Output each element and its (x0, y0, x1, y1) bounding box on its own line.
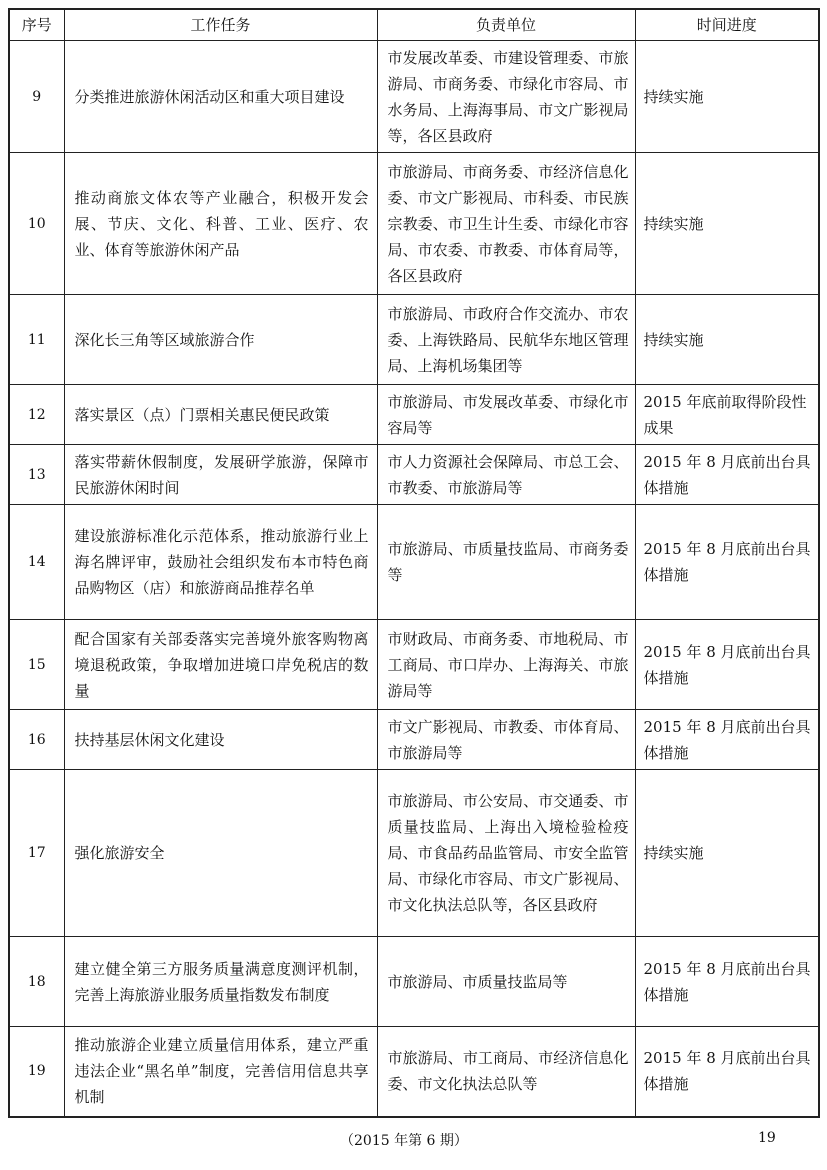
row-time: 2015 年 8 月底前出台具体措施 (635, 505, 819, 620)
row-dept: 市旅游局、市政府合作交流办、市农委、上海铁路局、民航华东地区管理局、上海机场集团等 (377, 295, 635, 385)
page-footer (0, 1130, 827, 1150)
header-time: 时间进度 (635, 9, 819, 41)
row-task: 配合国家有关部委落实完善境外旅客购物离境退税政策，争取增加进境口岸免税店的数量 (64, 620, 377, 710)
row-number: 15 (9, 620, 64, 710)
table-row (9, 620, 819, 710)
row-dept: 市旅游局、市发展改革委、市绿化市容局等 (377, 385, 635, 445)
page-number: 19 (758, 1130, 776, 1146)
row-number: 10 (9, 153, 64, 295)
row-time: 2015 年 8 月底前出台具体措施 (635, 710, 819, 770)
row-task: 建设旅游标准化示范体系，推动旅游行业上海名牌评审，鼓励社会组织发布本市特色商品购物区（店）和旅游商品推荐名单 (64, 505, 377, 620)
table-row (9, 505, 819, 620)
row-time: 2015 年 8 月底前出台具体措施 (635, 445, 819, 505)
task-table (8, 8, 820, 1118)
header-dept: 负责单位 (377, 9, 635, 41)
issue-label: （2015 年第 6 期） (340, 1133, 468, 1149)
row-time: 持续实施 (635, 153, 819, 295)
row-number: 18 (9, 937, 64, 1027)
table-row (9, 770, 819, 937)
table-row (9, 385, 819, 445)
row-dept: 市财政局、市商务委、市地税局、市工商局、市口岸办、上海海关、市旅游局等 (377, 620, 635, 710)
row-task: 推动商旅文体农等产业融合，积极开发会展、节庆、文化、科普、工业、医疗、农业、体育等旅游休闲产品 (64, 153, 377, 295)
row-task: 分类推进旅游休闲活动区和重大项目建设 (64, 41, 377, 153)
row-time: 2015 年底前取得阶段性成果 (635, 385, 819, 445)
row-time: 2015 年 8 月底前出台具体措施 (635, 620, 819, 710)
row-time: 持续实施 (635, 41, 819, 153)
row-dept: 市旅游局、市商务委、市经济信息化委、市文广影视局、市科委、市民族宗教委、市卫生计生委、市绿化市容局、市农委、市教委、市体育局等，各区县政府 (377, 153, 635, 295)
row-time: 持续实施 (635, 770, 819, 937)
row-dept: 市旅游局、市公安局、市交通委、市质量技监局、上海出入境检验检疫局、市食品药品监管局、市安全监管局、市绿化市容局、市文广影视局、市文化执法总队等，各区县政府 (377, 770, 635, 937)
row-dept: 市旅游局、市工商局、市经济信息化委、市文化执法总队等 (377, 1027, 635, 1117)
table-row (9, 710, 819, 770)
table-row (9, 295, 819, 385)
table-row (9, 1027, 819, 1117)
table-row (9, 937, 819, 1027)
row-time: 2015 年 8 月底前出台具体措施 (635, 1027, 819, 1117)
row-number: 11 (9, 295, 64, 385)
header-task: 工作任务 (64, 9, 377, 41)
row-number: 17 (9, 770, 64, 937)
table-row (9, 153, 819, 295)
row-time: 持续实施 (635, 295, 819, 385)
row-task: 落实景区（点）门票相关惠民便民政策 (64, 385, 377, 445)
table-header-row (9, 9, 819, 41)
row-dept: 市旅游局、市质量技监局、市商务委等 (377, 505, 635, 620)
row-task: 落实带薪休假制度，发展研学旅游，保障市民旅游休闲时间 (64, 445, 377, 505)
row-task: 强化旅游安全 (64, 770, 377, 937)
row-number: 19 (9, 1027, 64, 1117)
row-number: 13 (9, 445, 64, 505)
row-number: 12 (9, 385, 64, 445)
row-dept: 市旅游局、市质量技监局等 (377, 937, 635, 1027)
header-index: 序号 (9, 9, 64, 41)
row-task: 建立健全第三方服务质量满意度测评机制，完善上海旅游业服务质量指数发布制度 (64, 937, 377, 1027)
row-number: 14 (9, 505, 64, 620)
row-task: 深化长三角等区域旅游合作 (64, 295, 377, 385)
table-row (9, 445, 819, 505)
row-task: 扶持基层休闲文化建设 (64, 710, 377, 770)
row-number: 16 (9, 710, 64, 770)
row-number: 9 (9, 41, 64, 153)
row-dept: 市发展改革委、市建设管理委、市旅游局、市商务委、市绿化市容局、市水务局、上海海事局、市文广影视局等，各区县政府 (377, 41, 635, 153)
row-dept: 市文广影视局、市教委、市体育局、市旅游局等 (377, 710, 635, 770)
row-time: 2015 年 8 月底前出台具体措施 (635, 937, 819, 1027)
row-task: 推动旅游企业建立质量信用体系，建立严重违法企业“黑名单”制度，完善信用信息共享机制 (64, 1027, 377, 1117)
task-table-container (8, 8, 818, 1118)
table-row (9, 41, 819, 153)
row-dept: 市人力资源社会保障局、市总工会、市教委、市旅游局等 (377, 445, 635, 505)
